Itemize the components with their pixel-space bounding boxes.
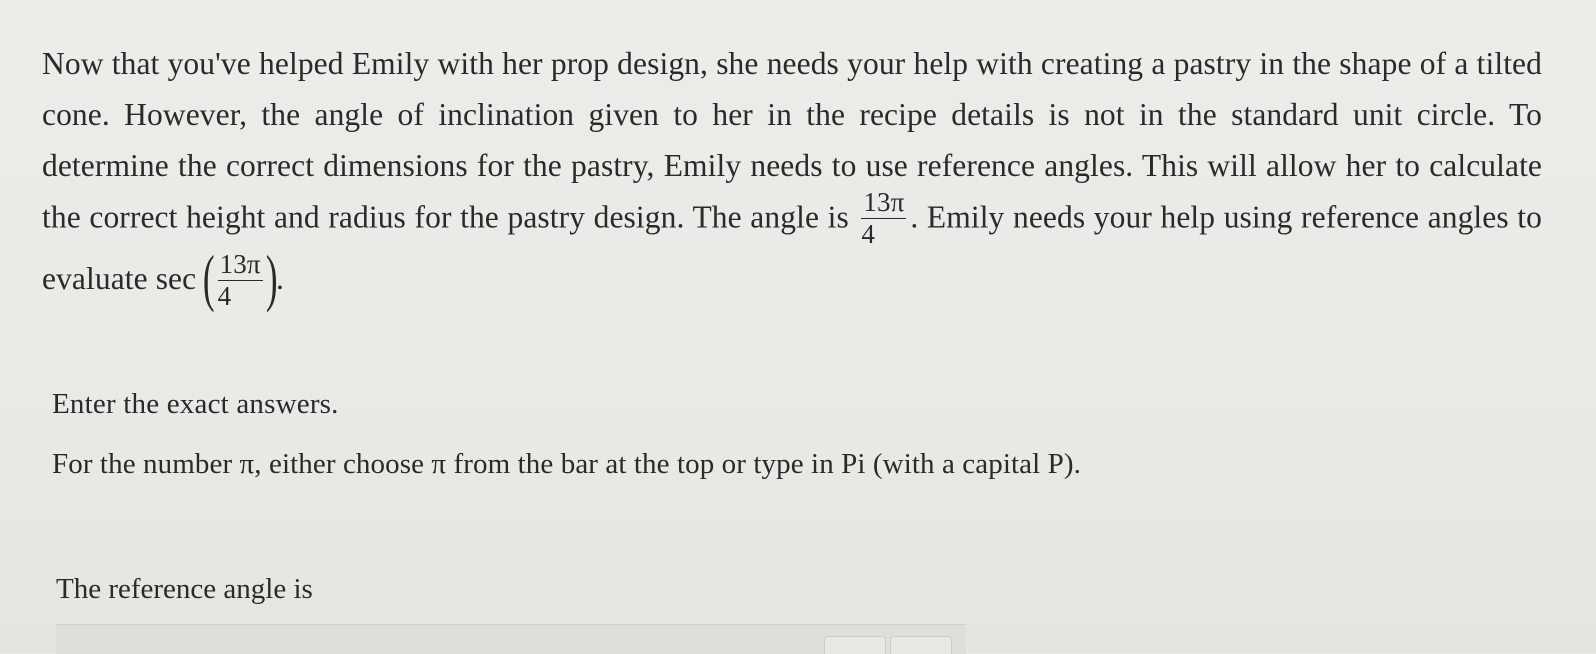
left-parenthesis: ( (203, 242, 215, 313)
answer-tool-button[interactable] (890, 636, 952, 654)
sec-fraction (217, 248, 263, 311)
problem-statement (42, 38, 1542, 314)
angle-fraction (861, 189, 906, 248)
final-period: . (276, 261, 284, 297)
sec-denominator: 4 (217, 280, 232, 311)
angle-numerator: 13π (863, 187, 905, 217)
instruction-pi-entry: For the number π, either choose π from the bar at the top or type in Pi (with a capital P). (52, 448, 1081, 480)
answer-tool-button[interactable] (824, 636, 886, 654)
reference-angle-label: The reference angle is (56, 573, 313, 605)
instruction-exact-answers: Enter the exact answers. (52, 388, 339, 420)
sec-numerator: 13π (219, 248, 261, 279)
angle-denominator: 4 (861, 219, 876, 249)
problem-paragraph (42, 38, 1542, 314)
problem-text-before: Now that you've helped Emily with her prop design, she needs your help with creating a pastry in the shape of a tilted cone. However, the angle of inclination given to her in the recipe details is not in the standard unit circle. To determine the correct dimensions for the pastry, Emily needs to use reference angles. This will allow her to calculate the correct height and radius for the pastry design. The angle is (42, 46, 1542, 235)
right-parenthesis: ) (265, 242, 278, 313)
problem-text-after: . Emily needs your help using reference angles to evaluate sec (42, 199, 1542, 297)
